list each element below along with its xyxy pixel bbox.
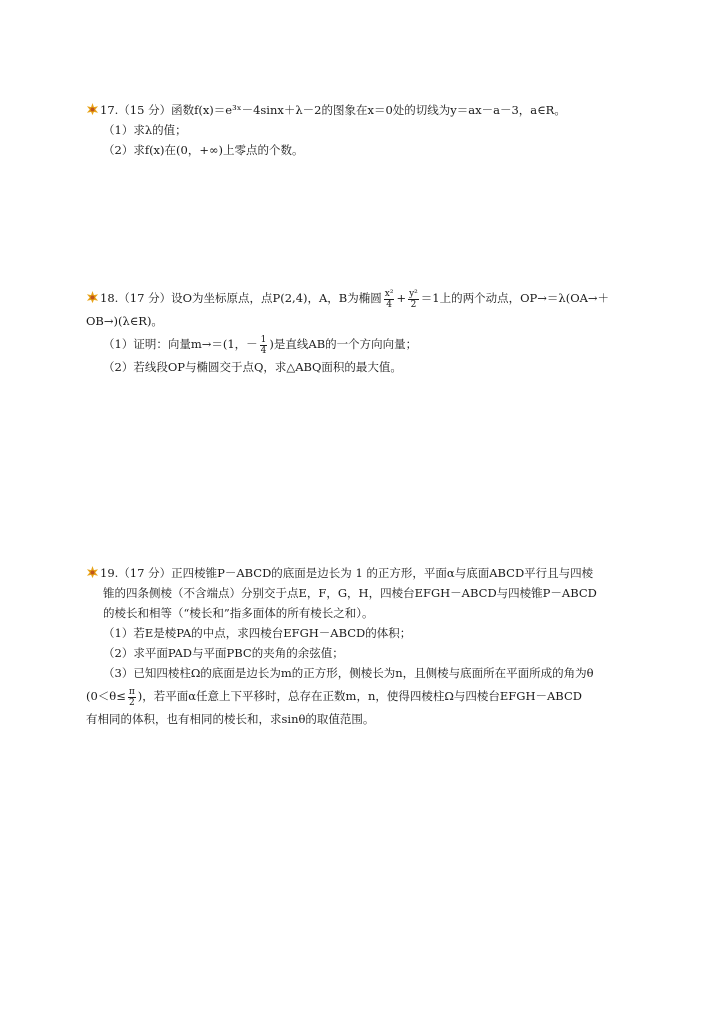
q19-part3: （3）已知四棱柱Ω的底面是边长为m的正方形，侧棱长为n，且侧棱与底面所在平面所成的角为θ	[103, 666, 594, 680]
frac-x-denominator: 4	[386, 299, 392, 310]
ellipse-fraction-x	[384, 289, 395, 310]
plus-sign: +	[396, 291, 407, 305]
part1-fraction	[260, 335, 268, 356]
q18-part2: （2）若线段OP与椭圆交于点Q，求△ABQ面积的最大值。	[103, 360, 402, 374]
question-19	[86, 563, 636, 729]
q19-stem-text: 19.（17 分）正四棱锥P－ABCD的底面是边长为 1 的正方形，平面α与底面ABCD平行且与四棱	[100, 566, 594, 580]
pi-numerator: π	[128, 686, 135, 697]
q19-part3-text-b: )，若平面α任意上下平移时，总存在正数m，n，使得四棱柱Ω与四棱台EFGH－ABCD	[137, 689, 582, 703]
q18-stem	[86, 285, 636, 311]
q19-stem-line3: 的棱长和相等（“棱长和”指多面体的所有棱长之和）。	[103, 606, 374, 620]
q17-part1: （1）求λ的值；	[103, 123, 187, 137]
pi-over-2-fraction	[128, 687, 136, 708]
frac-y-denominator: 2	[410, 299, 417, 310]
q18-stem-text-b: ＝1上的两个动点，OP→＝λ(OA→＋	[420, 291, 610, 305]
q19-stem-line2: 锥的四条侧棱（不含端点）分别交于点E，F，G，H，四棱台EFGH－ABCD与四棱锥P－ABCD	[103, 586, 597, 600]
q19-part3-line2	[86, 683, 636, 709]
ellipse-fraction-y	[408, 289, 419, 310]
q17-stem	[86, 100, 636, 120]
q17-part2: （2）求f(x)在(0，+∞)上零点的个数。	[103, 143, 304, 157]
star-flower-icon	[86, 291, 99, 304]
star-flower-icon	[86, 566, 99, 579]
q18-part1-text-b: )是直线AB的一个方向向量；	[269, 337, 418, 351]
frac-x-numerator: x²	[384, 288, 394, 299]
q18-part1	[86, 331, 636, 357]
question-18	[86, 285, 636, 377]
q19-part2: （2）求平面PAD与平面PBC的夹角的余弦值；	[103, 646, 344, 660]
question-17	[86, 100, 636, 160]
star-flower-icon	[86, 103, 99, 116]
pi-denominator: 2	[128, 697, 135, 708]
part1-frac-numerator: 1	[260, 334, 267, 345]
q19-part3-text-a: (0＜θ≤	[86, 689, 126, 703]
q19-stem-line1	[86, 563, 636, 583]
q18-part1-text-a: （1）证明：向量m→＝(1，－	[103, 337, 258, 351]
part1-frac-denominator: 4	[260, 345, 267, 356]
q19-part3-line3: 有相同的体积，也有相同的棱长和，求sinθ的取值范围。	[86, 712, 375, 726]
frac-y-numerator: y²	[409, 288, 418, 299]
q18-stem-line2: OB→)(λ∈R)。	[86, 314, 163, 328]
q17-stem-text: 17.（15 分）函数f(x)＝e³ˣ－4sinx＋λ－2的图象在x＝0处的切线为y＝ax－a－3，a∈R。	[100, 103, 566, 117]
q19-part1: （1）若E是棱PA的中点，求四棱台EFGH－ABCD的体积；	[103, 626, 412, 640]
q18-stem-text-a: 18.（17 分）设O为坐标原点，点P(2,4)，A，B为椭圆	[100, 291, 382, 305]
